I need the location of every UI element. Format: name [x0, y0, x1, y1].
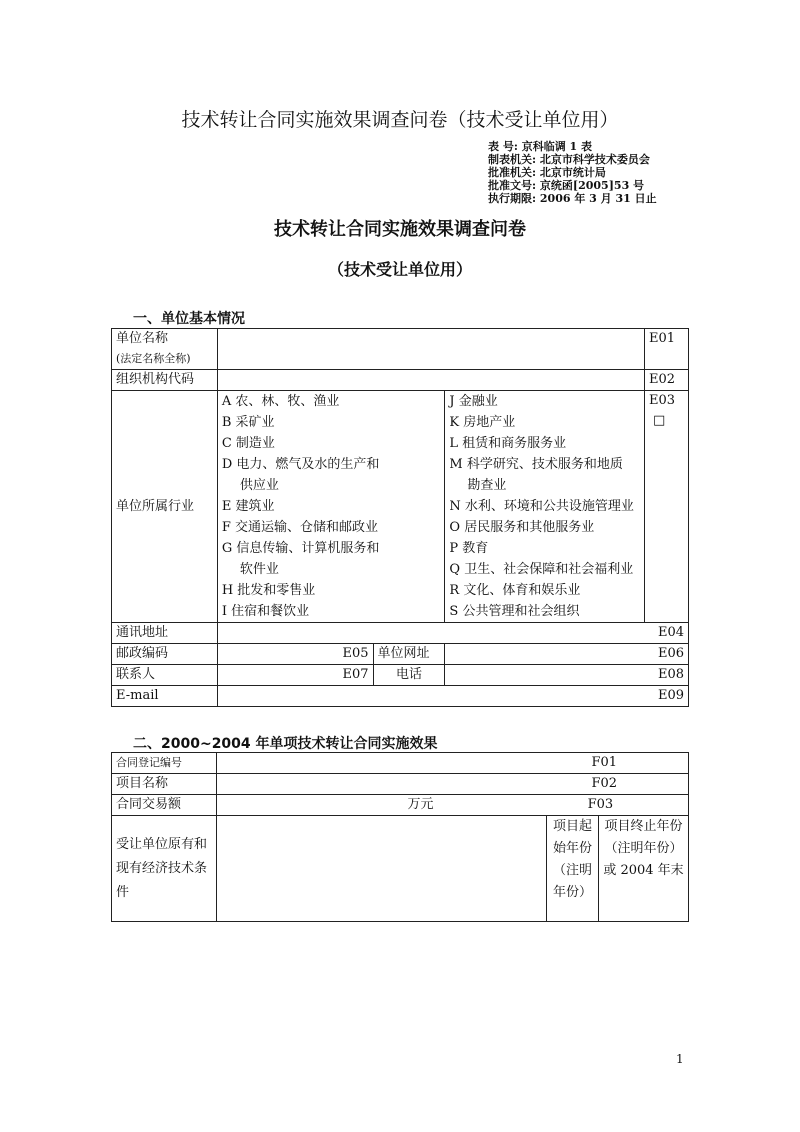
code-e09: E09: [657, 688, 684, 703]
industry-option-cont: 供应业: [239, 478, 279, 493]
code-e01: E01: [645, 329, 689, 370]
industry-label: 单位所属行业: [112, 391, 218, 623]
sub-title: （技术受让单位用）: [327, 260, 472, 279]
industry-option: J 金融业: [449, 394, 498, 409]
industry-option: P 教育: [449, 541, 489, 556]
table-row: [112, 623, 689, 644]
industry-option: S 公共管理和社会组织: [449, 604, 580, 619]
contact-label: 联系人: [112, 665, 218, 686]
industry-option: D 电力、燃气及水的生产和: [221, 457, 380, 472]
table-row: [112, 391, 689, 623]
code-e03-cell: [645, 391, 689, 623]
industry-option: O 居民服务和其他服务业: [449, 520, 595, 535]
unit-name-field[interactable]: [217, 329, 644, 370]
address-field[interactable]: [217, 623, 688, 644]
meta-line: 制表机关: 北京市科学技术委员会: [488, 153, 650, 166]
email-label: E-mail: [112, 686, 218, 707]
document-top-title: 技术转让合同实施效果调查问卷（技术受让单位用）: [181, 109, 619, 131]
table-row: [112, 686, 689, 707]
section2-heading: 二、2000~2004 年单项技术转让合同实施效果: [133, 736, 438, 752]
code-f03: F03: [587, 797, 614, 812]
conditions-label: 受让单位原有和现有经济技术条件: [112, 816, 217, 922]
table-row: [112, 370, 689, 391]
industry-list-right: [445, 391, 645, 623]
table-row: [112, 753, 689, 774]
industry-option: F 交通运输、仓储和邮政业: [221, 520, 378, 535]
table-row: [112, 816, 689, 922]
table-row: [112, 774, 689, 795]
amount-field[interactable]: [217, 795, 689, 816]
industry-option: K 房地产业: [449, 415, 516, 430]
unit-name-label: 单位名称: [116, 331, 169, 346]
code-e06: E06: [657, 646, 684, 661]
table-row: [112, 329, 689, 370]
meta-line: 批准文号: 京统函[2005]53 号: [488, 179, 645, 192]
industry-list-left: [217, 391, 445, 623]
code-e08: E08: [657, 667, 684, 682]
code-e02: E02: [645, 370, 689, 391]
meta-line: 执行期限: 2006 年 3 月 31 日止: [488, 192, 657, 205]
start-year-label: 项目起始年份（注明年份）: [547, 816, 599, 922]
phone-field[interactable]: [445, 665, 689, 686]
industry-option: H 批发和零售业: [221, 583, 316, 598]
meta-line: 批准机关: 北京市统计局: [488, 166, 606, 179]
industry-option: R 文化、体育和娱乐业: [449, 583, 581, 598]
industry-option: G 信息传输、计算机服务和: [221, 541, 380, 556]
email-field[interactable]: [217, 686, 688, 707]
industry-option: E 建筑业: [221, 499, 275, 514]
postcode-field[interactable]: [217, 644, 373, 665]
amount-label: 合同交易额: [112, 795, 217, 816]
industry-option: I 住宿和餐饮业: [221, 604, 310, 619]
org-code-label: 组织机构代码: [112, 370, 218, 391]
reg-no-field[interactable]: [217, 753, 689, 774]
section1-heading: 一、单位基本情况: [133, 311, 245, 327]
code-f02: F02: [591, 776, 617, 791]
industry-option: L 租赁和商务服务业: [449, 436, 567, 451]
basic-info-table: [111, 328, 689, 707]
form-meta-block: [488, 140, 657, 205]
amount-unit: 万元: [407, 797, 434, 812]
contract-effect-table: [111, 752, 689, 922]
industry-checkbox[interactable]: □: [653, 413, 666, 428]
unit-name-sublabel: (法定名称全称): [116, 352, 191, 365]
industry-option-cont: 勘查业: [467, 478, 507, 493]
industry-option: Q 卫生、社会保障和社会福利业: [449, 562, 634, 577]
industry-option: A 农、林、牧、渔业: [221, 394, 340, 409]
code-e05: E05: [342, 646, 369, 661]
unit-name-label-cell: [112, 329, 218, 370]
industry-option: C 制造业: [221, 436, 275, 451]
code-e07: E07: [342, 667, 369, 682]
project-name-label: 项目名称: [112, 774, 217, 795]
contact-field[interactable]: [217, 665, 373, 686]
industry-option: M 科学研究、技术服务和地质: [449, 457, 623, 472]
postcode-label: 邮政编码: [112, 644, 218, 665]
industry-option-cont: 软件业: [239, 562, 279, 577]
industry-option: B 采矿业: [221, 415, 275, 430]
code-e04: E04: [657, 625, 684, 640]
page-number: 1: [676, 1052, 684, 1066]
website-field[interactable]: [445, 644, 689, 665]
phone-label: 电话: [373, 665, 445, 686]
end-year-label: 项目终止年份（注明年份）或 2004 年末: [599, 816, 689, 922]
project-name-field[interactable]: [217, 774, 689, 795]
conditions-field[interactable]: [217, 816, 547, 922]
table-row: [112, 644, 689, 665]
main-title: 技术转让合同实施效果调查问卷: [274, 219, 526, 240]
industry-option: N 水利、环境和公共设施管理业: [449, 499, 634, 514]
code-e03: E03: [649, 393, 676, 408]
table-row: [112, 665, 689, 686]
reg-no-label: 合同登记编号: [112, 753, 217, 774]
website-label: 单位网址: [373, 644, 445, 665]
address-label: 通讯地址: [112, 623, 218, 644]
meta-line: 表 号: 京科临调 1 表: [488, 140, 593, 153]
code-f01: F01: [591, 755, 617, 770]
org-code-field[interactable]: [217, 370, 644, 391]
table-row: [112, 795, 689, 816]
